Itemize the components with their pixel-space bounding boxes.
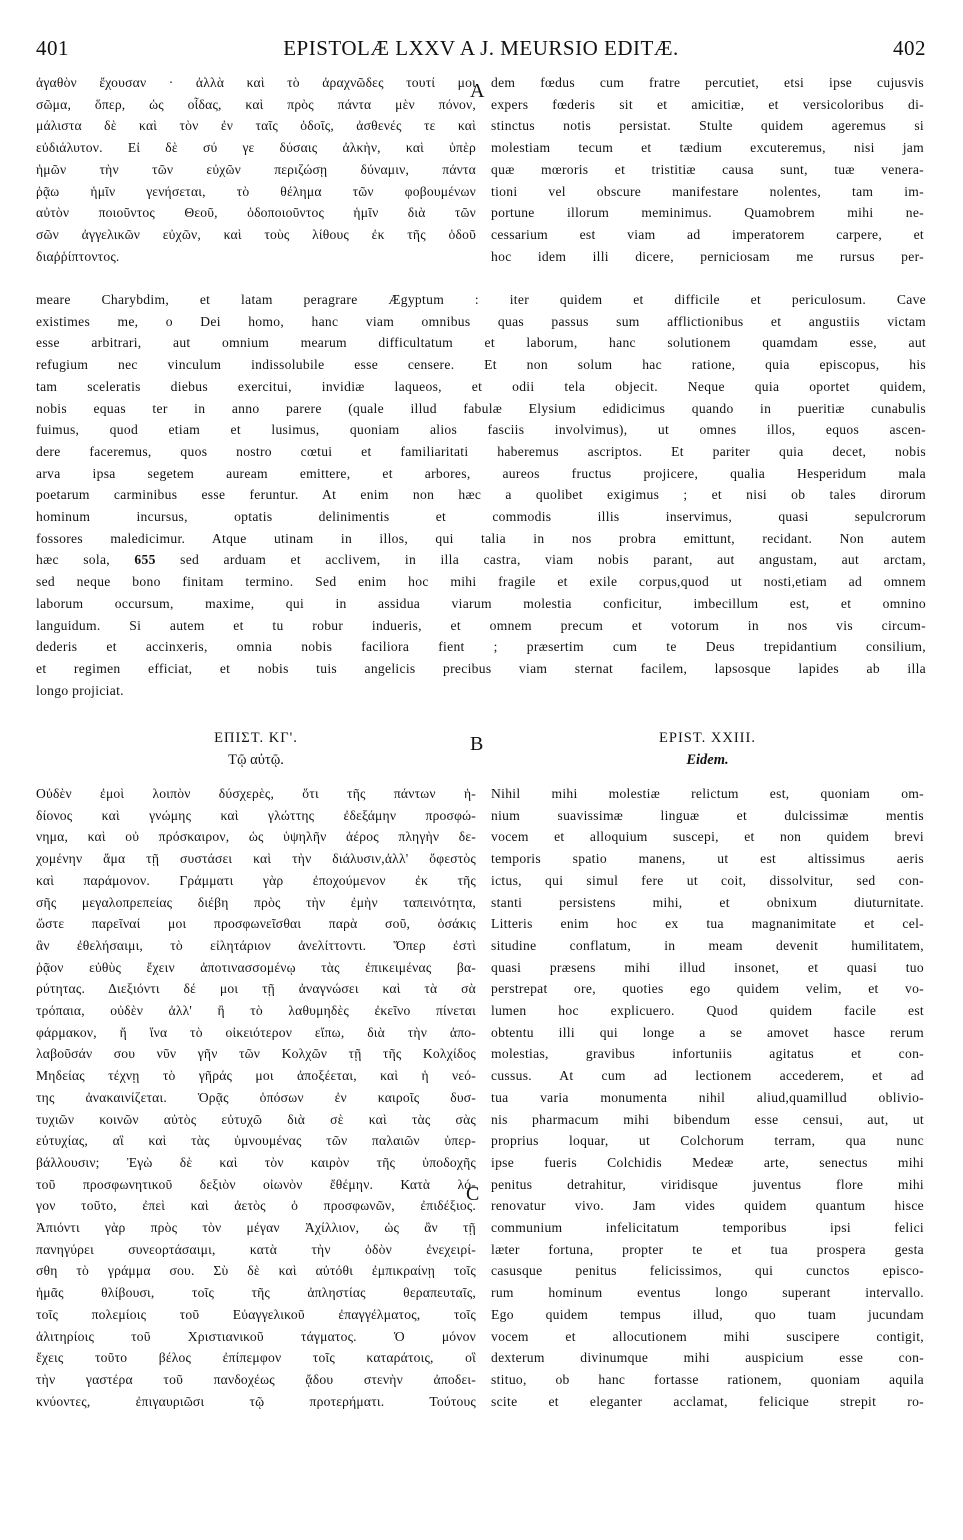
latin-line: laborum occursum, maxime, qui in assidua viarum molestia conficitur, imbecillum est, et omnino [36, 595, 926, 611]
latin-line: communium infelicitatum temporibus ipsi felici [491, 1220, 924, 1236]
greek-line: ἀλιτηρίοις τοῦ Χριστιανικοῦ τάγματος. Ὁ μόνον [36, 1328, 476, 1344]
running-title: EPISTOLÆ LXXV A J. MEURSIO EDITÆ. [283, 36, 679, 60]
latin-line: temporis spatio manens, ut est altissimus aeris [491, 851, 924, 867]
latin-line: obtentu illi qui longe a se amovet hasce rerum [491, 1024, 924, 1040]
latin-line: longo projiciat. [36, 682, 124, 698]
latin-line: vocem et alloquium suscepi, et non quidem brevi [491, 829, 924, 845]
latin-line: poetarum carminibus esse feruntur. At enim non hæc a quolibet exigimus ; et nisi ob tales dirorum [36, 487, 926, 503]
inline-page-number: 655 [134, 552, 156, 568]
latin-letter-heading: EPIST. XXIII. [659, 730, 756, 746]
latin-line: molestias, gravibus infortuniis agitatus et con- [491, 1046, 924, 1062]
latin-line: scite et eleganter acclamat, felicique strepit ro- [491, 1393, 924, 1409]
greek-line: μάλιστα δὲ καὶ τὸν ἐν ταῖς ὁδοῖς, ἀσθενές τε καὶ [36, 118, 476, 134]
greek-line: καὶ παράμονον. Γράμματι γὰρ ἐποχούμενον ἐκ τῆς [36, 872, 476, 888]
latin-line: penitus detrahitur, viridisque juventus flore mihi [491, 1176, 924, 1192]
page-number-left: 401 [36, 36, 69, 60]
greek-line: ῥᾷω ἡμῖν γενήσεται, τὸ θέλημα τῶν φοβουμένων [36, 183, 476, 199]
full-width-latin-text [36, 289, 926, 701]
margin-marker-c: C [466, 1183, 480, 1205]
greek-line: ῥᾷον εὐθὺς ἔχειν ἀποτινασσομένῳ τὰς ἐπικειμένας βα- [36, 959, 476, 975]
latin-line: perstrepat ore, quoties ego quidem velim, et vo- [491, 981, 924, 997]
latin-line: dederis et accinxeris, omnia nobis faciliora fient ; præsertim cum te Deus trepidantium consilium, [36, 639, 926, 655]
greek-line: Ἀπιόντι γὰρ πρὸς τὸν μέγαν Ἀχίλλιον, ὡς ἂν τῇ [36, 1220, 476, 1236]
greek-line: Μηδείας τέχνῃ τὸ γῆράς μοι ἀποξέεται, καὶ ἡ νεό- [36, 1068, 476, 1084]
page-number-right: 402 [893, 36, 926, 60]
greek-line: ἡμῶν τὴν τῶν εὐχῶν περιζώσῃ δύναμιν, πάντα [36, 161, 476, 177]
greek-line: πανηγύρει συνεορτάσαιμι, κατὰ τὴν ὁδὸν ἐνεχειρί- [36, 1241, 476, 1257]
latin-line: fuimus, quod etiam et lusimus, quoniam alios fasciis involvimus), ut omnes illos, equos ascen- [36, 422, 926, 438]
latin-line: renovatur vivo. Jam vides quidem quantum hisce [491, 1198, 924, 1214]
greek-line: ἀγαθὸν ἔχουσαν · ἀλλὰ καὶ τὸ ἀραχνῶδες τουτί μοι [36, 75, 476, 90]
greek-line: εὐδιάλυτον. Εἰ δὲ σύ γε δύσαις ἀλκὴν, καὶ ὑπὲρ [36, 140, 476, 156]
latin-line: rum hominum eventus longo superant intervallo. [491, 1285, 924, 1301]
latin-line: Ego quidem tempus illud, quo tuam jucundam [491, 1306, 924, 1322]
latin-line: dere faceremus, quos nostro cœtui et familiaritati haberemus ascriptos. Et pariter quia decet, nobis [36, 443, 926, 459]
greek-line: σῆς μεγαλοπρεπείας διέβη πρὸς τὴν ἐμὴν ταπεινότητα, [36, 894, 476, 910]
greek-line: δίονος καὶ γνώμης καὶ γλώττης ἐδεξάμην προσφώ- [36, 807, 476, 823]
latin-line: nobis equas ter in anno parere (quale illud fabulæ Elysium edidicimus quando in pueritiæ cunabulis [36, 400, 926, 416]
greek-line: εὐτυχίας, αἳ καὶ τὰς ὑμνουμένας τῶν παλαιῶν ὑπερ- [36, 1133, 476, 1149]
greek-line: ἂν ἐθελήσαιμι, τὸ εἰλητάριον ἀνελίττοντι. Ὅπερ ἐστὶ [36, 937, 476, 953]
latin-letter-body [491, 783, 924, 1412]
greek-line: τοῖς πολεμίοις τοῦ Εὐαγγελικοῦ ἐπαγγέλματος, τοῖς [36, 1306, 476, 1322]
latin-line: stinctus notis persistat. Stulte quidem ageremus si [491, 118, 924, 134]
latin-line: situdine conflatum, in meam devenit humilitatem, [491, 937, 924, 953]
latin-line: læter fortuna, propter te et tua prospera gesta [491, 1241, 924, 1257]
latin-line: lumen hoc explicuero. Quod quidem facile est [491, 1003, 924, 1019]
latin-line: esse arbitrari, aut omnium mearum difficultatum et laborum, hanc solutionem quamdam esse, aut [36, 335, 926, 351]
greek-line: ἡμᾶς θλίβουσι, τοῖς τῆς ἀπληστίας θεραπευταῖς, [36, 1285, 476, 1301]
latin-line: hominum incursus, optatis delinimentis et commodis illis inservimus, quasi sepulcrorum [36, 509, 926, 525]
latin-line: quæ mœroris et tristitiæ causa sunt, tuæ venera- [491, 161, 924, 177]
greek-line: ἔχεις τοῦτο βέλος ἐπίπεμφον τοῖς καταράτοις, οἳ [36, 1350, 476, 1366]
greek-line: της ἀνακαινίζεται. Ὁρᾷς ὁπόσων ἐν καιροῖς δυσ- [36, 1089, 476, 1105]
greek-line: ὥστε παρεῖναί μοι προσφωνεῖσθαι παρὰ σοῦ, ὁσάκις [36, 916, 476, 932]
latin-line: tioni vel obscure manifestare nolentes, tam im- [491, 183, 924, 199]
latin-line: nium suavissimæ linguæ et dulcissimæ mentis [491, 807, 924, 823]
greek-line: φάρμακον, ἤ ἵνα τὸ οἰκειότερον εἴπω, διὰ τὴν ἀπο- [36, 1024, 476, 1040]
latin-line: ictus, qui simul fere ut coit, dissolvitur, sed con- [491, 872, 924, 888]
latin-letter-subheading: Eidem. [686, 752, 729, 768]
latin-line: quasi præsens mihi illud insonet, et quasi tuo [491, 959, 924, 975]
latin-line: refugium nec vinculum indissolubile esse censere. Et non solum hac ratione, quia episcopus, his [36, 357, 926, 373]
latin-line: vocem et allocutionem mihi suscipere contigit, [491, 1328, 924, 1344]
latin-line: molestiam tecum et tædium excuteremus, nisi jam [491, 140, 924, 156]
greek-line: σθη τὸ γράμμα σου. Σὺ δὲ καὶ αὐτόθι ἐμπικραίνῃ τοῖς [36, 1263, 476, 1279]
latin-line: casusque penitus felicissimos, qui cunctos episco- [491, 1263, 924, 1279]
latin-line: stanti persistens mihi, et obnixum diuturnitate. [491, 894, 924, 910]
latin-line: Nihil mihi molestiæ relictum est, quoniam om- [491, 786, 924, 801]
margin-marker-b: B [470, 733, 484, 755]
greek-line: σῶμα, ὅπερ, ὡς οἶδας, καὶ πρὸς πάντα μὲν πόνον, [36, 96, 476, 112]
latin-line: tua varia monumenta nihil aliud,quamillud oblivio- [491, 1089, 924, 1105]
greek-letter-heading: ΕΠΙΣΤ. ΚΓ'. [214, 730, 298, 746]
greek-line: νημα, καὶ οὐ πρόσκαιρον, ὡς ὑψηλῆν ἀέρος πληγὴν δε- [36, 829, 476, 845]
greek-line: τὴν γαστέρα τοῦ πανδοχέως ᾄδου στενὴν ἀποδει- [36, 1371, 476, 1387]
latin-line: sed neque bono finitam termino. Sed enim hoc mihi fragile et exile corpus,quod ut nosti,etiam ad omnem [36, 574, 926, 590]
greek-line: διαῤῥίπτοντος. [36, 248, 120, 264]
latin-line: hoc idem illi dicere, perniciosam me rursus per- [491, 248, 924, 264]
latin-line: expers fœderis sit et amicitiæ, et versicoloribus di- [491, 96, 924, 112]
greek-line: ρύτητας. Διεξιόντι δέ μοι τῇ ἀναγνώσει καὶ τὰ σὰ [36, 981, 476, 997]
latin-line: ipse fueris Colchidis Medeæ arte, senectus mihi [491, 1154, 924, 1170]
greek-line: γον τοῦτο, ἐπεὶ καὶ ἀετὸς ὁ προσφωνῶν, ἐπιδέξιος. [36, 1198, 476, 1214]
greek-line: αὐτὸν ποιοῦντος Θεοῦ, ὁδοποιοῦντος ἡμῖν διὰ τῶν [36, 205, 476, 221]
greek-letter-body [36, 783, 476, 1412]
latin-line: Litteris enim hoc ex tua magnanimitate et cel- [491, 916, 924, 932]
greek-line: σῶν ἀγγελικῶν εὐχῶν, καὶ τοὺς λίθους ἐκ τῆς ὁδοῦ [36, 226, 476, 242]
latin-line: cussus. At cum ad lectionem accederem, et ad [491, 1068, 924, 1084]
latin-line: et regimen efficiat, et nobis tuis angelicis precibus viam sternat facilem, lapsosque lapides ab illa [36, 660, 926, 676]
latin-line: existimes me, o Dei homo, hanc viam omnibus quas passus sum afflictionibus et angustiis victam [36, 313, 926, 329]
margin-marker-a: A [470, 80, 485, 102]
latin-column-top [491, 72, 924, 267]
latin-line: portune illorum meminimus. Quamobrem mihi ne- [491, 205, 924, 221]
greek-line: λαβοῦσάν σου νῦν γῆν τῶν Κολχῶν τῇ τῆς Κολχίδος [36, 1046, 476, 1062]
greek-line: κνύοντες, ἐπιγαυριῶσι τῷ προτερήματι. Τούτους [36, 1393, 476, 1409]
latin-line: languidum. Si autem et tu robur indueris, et omnem precum et votorum in nos vis circum- [36, 617, 926, 633]
latin-line: dexterum divinumque mihi auspicium esse con- [491, 1350, 924, 1366]
greek-line: τοῦ προσφωνητικοῦ δεξιὸν οἰωνὸν ἔθέμην. Κατὰ λό- [36, 1176, 476, 1192]
latin-line: hæc sola, 655 sed arduam et acclivem, in illa castra, viam nobis parant, aut angustam, aut arctam, [36, 552, 926, 568]
greek-line: Οὐδὲν ἐμοὶ λοιπὸν δύσχερὲς, ὅτι τῆς πάντων ἡ- [36, 786, 476, 801]
greek-line: βάλλουσιν; Ἐγὼ δὲ καὶ τὸν καιρὸν τῆς ὑποδοχῆς [36, 1154, 476, 1170]
latin-line: nis pharmacum mihi bibendum esse censui, aut, ut [491, 1111, 924, 1127]
latin-line: fossores maledicimur. Atque utinam in illos, qui talia in nos probra emittunt, recidant. Non autem [36, 530, 926, 546]
running-header [36, 36, 926, 62]
greek-column-top [36, 72, 476, 267]
latin-line: proprius loquar, ut Colchorum terram, qua nunc [491, 1133, 924, 1149]
greek-line: τρόπαια, οὐδὲν ἀλλ' ἢ τὸ λαθυμηδὲς ἐκεῖνο πίνεται [36, 1003, 476, 1019]
latin-line: tam sceleratis diebus exercitui, invidiæ laqueos, et odii tela objecit. Neque quia oportet quidem, [36, 378, 926, 394]
latin-line: stituo, ob hanc fortasse rationem, quoniam aquila [491, 1371, 924, 1387]
latin-line: cessarium est viam ad imperatorem carpere, et [491, 226, 924, 242]
latin-line: dem fœdus cum fratre percutiet, etsi ipse cujusvis [491, 75, 924, 90]
latin-line: meare Charybdim, et latam peragrare Ægyptum : iter quidem et difficile et periculosum. Cave [36, 292, 926, 307]
latin-line: arva ipsa segetem auream emittere, et arbores, aureos fructus projicere, qualia Hesperidum mala [36, 465, 926, 481]
greek-line: τυχιῶν κοινῶν αὐτὸς εὐτυχῶ διὰ σὲ καὶ τὰς σὰς [36, 1111, 476, 1127]
greek-letter-subheading: Τῷ αὐτῷ. [228, 752, 284, 768]
greek-line: χομένην ἅμα τῇ συστάσει καὶ τὴν διάλυσιν,ἀλλ' ὄφεστὸς [36, 851, 476, 867]
